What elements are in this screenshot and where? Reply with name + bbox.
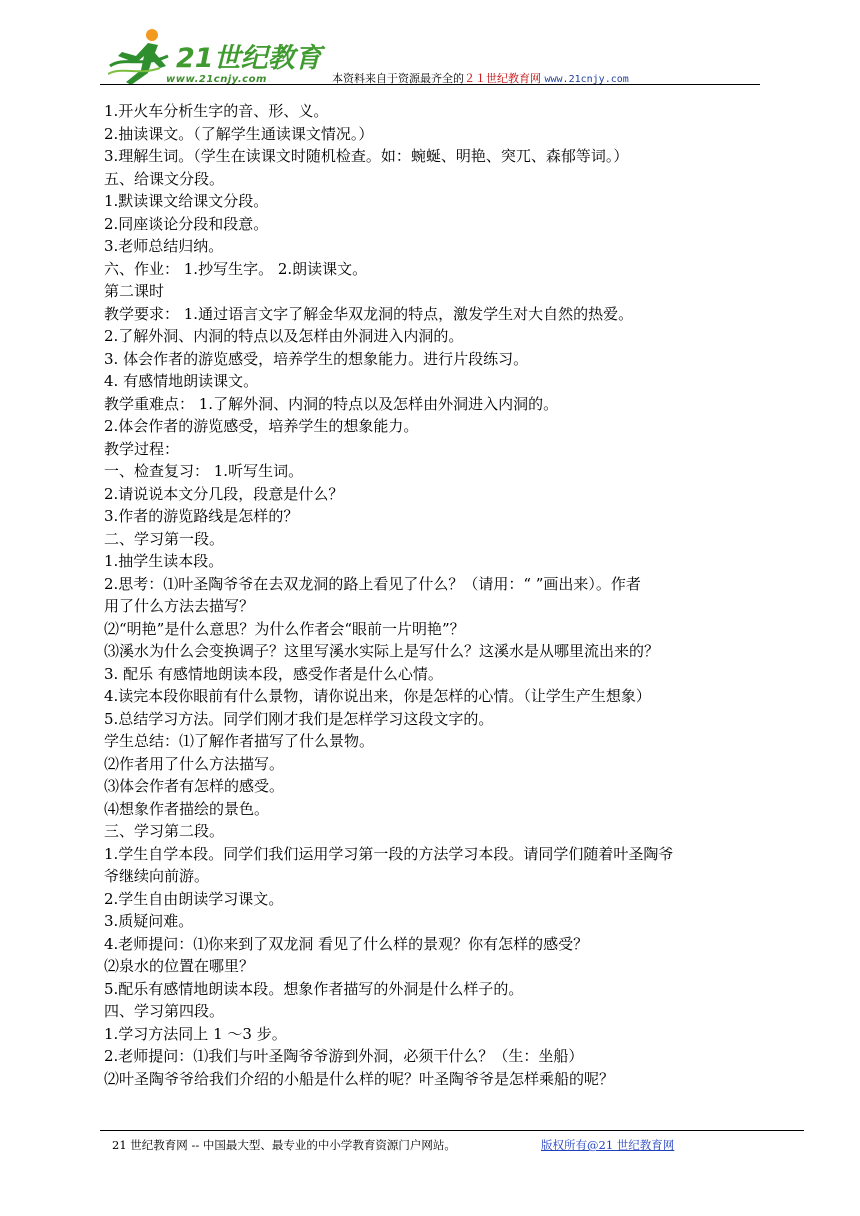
text-line: 2.同座谈论分段和段意。	[104, 214, 269, 233]
text-line: 一、检查复习： 1.听写生词。	[104, 462, 304, 480]
text-line: ⑶溪水为什么会变换调子？这里写溪水实际上是写什么？这溪水是从哪里流出来的？	[104, 642, 660, 660]
site-logo[interactable]	[108, 26, 322, 88]
header-note-site[interactable]: ２１世纪教育网	[464, 72, 541, 85]
text-line: 爷继续向前游。	[104, 867, 210, 885]
text-line: 3. 体会作者的游览感受，培养学生的想象能力。进行片段练习。	[104, 349, 529, 368]
text-line: ⑵叶圣陶爷爷给我们介绍的小船是什么样的呢？叶圣陶爷爷是怎样乘船的呢？	[104, 1069, 615, 1088]
text-line: 4.读完本段你眼前有什么景物，请你说出来，你是怎样的心情。（让学生产生想象）	[104, 687, 651, 705]
header-note-url[interactable]: www.21cnjy.com	[544, 74, 629, 85]
text-line: 4. 有感情地朗读课文。	[104, 372, 259, 390]
text-line: 2.体会作者的游览感受，培养学生的想象能力。	[104, 417, 419, 435]
text-line: 教学重难点： 1.了解外洞、内洞的特点以及怎样由外洞进入内洞的。	[104, 394, 559, 413]
text-line: 3.理解生词。（学生在读课文时随机检查。如：蜿蜒、明艳、突兀、森郁等词。）	[104, 147, 629, 165]
header-divider	[100, 84, 760, 85]
text-line: 六、作业： 1.抄写生字。 2.朗读课文。	[104, 259, 368, 278]
text-line: 2.学生自由朗读学习课文。	[104, 889, 284, 908]
text-line: 教学要求： 1.通过语言文字了解金华双龙洞的特点，激发学生对大自然的热爱。	[104, 304, 634, 323]
text-line: 三、学习第二段。	[104, 822, 225, 840]
text-line: 用了什么方法去描写？	[104, 597, 255, 615]
text-line: 四、学习第四段。	[104, 1002, 225, 1020]
text-line: 2.抽读课文。（了解学生通读课文情况。）	[104, 124, 374, 143]
copyright-link[interactable]: 版权所有@21 世纪教育网	[541, 1138, 675, 1152]
text-line: 教学过程：	[104, 439, 180, 458]
document-body	[104, 100, 759, 1090]
text-line: 2.了解外洞、内洞的特点以及怎样由外洞进入内洞的。	[104, 327, 464, 345]
text-line: ⑵作者用了什么方法描写。	[104, 754, 285, 773]
text-line: 1.开火车分析生字的音、形、义。	[104, 102, 329, 120]
text-line: 第二课时	[104, 282, 165, 300]
text-line: 3. 配乐 有感情地朗读本段，感受作者是什么心情。	[104, 664, 443, 683]
text-line: 5.总结学习方法。同学们刚才我们是怎样学习这段文字的。	[104, 709, 494, 728]
text-line: 4.老师提问：⑴你来到了双龙洞 看见了什么样的景观？你有怎样的感受？	[104, 934, 589, 953]
header-note-prefix: 本资料来自于资源最齐全的	[332, 72, 464, 85]
text-line: 1.抽学生读本段。	[104, 552, 224, 570]
text-line: 5.配乐有感情地朗读本段。想象作者描写的外洞是什么样子的。	[104, 979, 524, 998]
text-line: 二、学习第一段。	[104, 529, 225, 548]
text-line: 2.思考：⑴叶圣陶爷爷在去双龙洞的路上看见了什么？（请用：“ ”画出来）。作者	[104, 574, 641, 593]
text-line: 2.请说说本文分几段，段意是什么？	[104, 484, 344, 503]
page-header	[100, 18, 760, 88]
text-line: ⑵泉水的位置在哪里？	[104, 957, 255, 975]
footer-divider	[100, 1130, 804, 1131]
logo-text: 21世纪教育	[176, 43, 322, 74]
text-line: 学生总结：⑴了解作者描写了什么景物。	[104, 732, 375, 750]
text-line: 2.老师提问：⑴我们与叶圣陶爷爷游到外洞，必须干什么？（生：坐船）	[104, 1047, 584, 1065]
text-line: ⑵“明艳”是什么意思？为什么作者会“眼前一片明艳”？	[104, 619, 465, 638]
text-line: 1.默读课文给课文分段。	[104, 192, 269, 210]
logo-url: www.21cnjy.com	[166, 74, 267, 85]
footer-text: 21 世纪教育网 -- 中国最大型、最专业的中小学教育资源门户网站。	[112, 1138, 456, 1152]
text-line: ⑷想象作者描绘的景色。	[104, 799, 270, 818]
text-line: ⑶体会作者有怎样的感受。	[104, 777, 285, 795]
text-line: 五、给课文分段。	[104, 169, 225, 188]
text-line: 1.学生自学本段。同学们我们运用学习第一段的方法学习本段。请同学们随着叶圣陶爷	[104, 844, 674, 863]
text-line: 3.作者的游览路线是怎样的？	[104, 507, 299, 525]
text-line: 3.质疑问难。	[104, 912, 194, 930]
text-line: 3.老师总结归纳。	[104, 237, 224, 255]
text-line: 1.学习方法同上 1 ～3 步。	[104, 1024, 287, 1043]
